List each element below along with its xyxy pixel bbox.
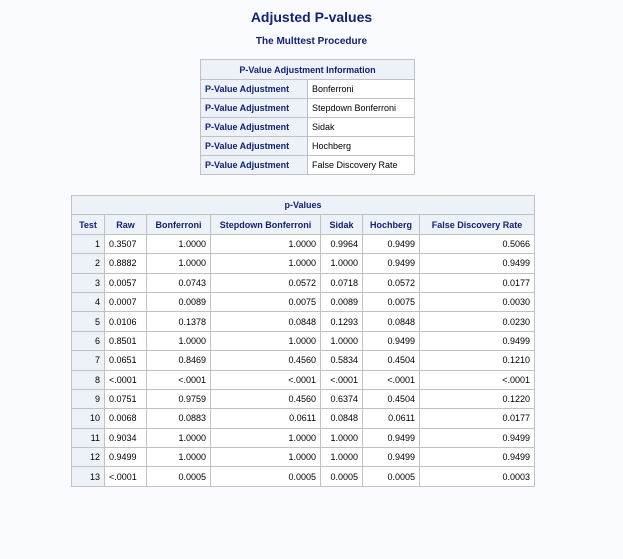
cell-stepdown-bonferroni: 1.0000 bbox=[211, 331, 321, 350]
column-header-test: Test bbox=[72, 215, 105, 234]
cell-hochberg: 0.9499 bbox=[363, 331, 420, 350]
row-value: False Discovery Rate bbox=[308, 156, 415, 175]
cell-false-discovery-rate: 0.0030 bbox=[420, 292, 535, 311]
cell-test: 5 bbox=[72, 312, 105, 331]
cell-raw: 0.3507 bbox=[105, 234, 147, 253]
cell-raw: 0.0007 bbox=[105, 292, 147, 311]
cell-hochberg: 0.0611 bbox=[363, 409, 420, 428]
page-title: Adjusted P-values bbox=[250, 9, 373, 25]
table-row bbox=[201, 80, 415, 99]
cell-hochberg: 0.0848 bbox=[363, 312, 420, 331]
column-header-sidak: Sidak bbox=[321, 215, 363, 234]
table-row bbox=[72, 234, 535, 253]
table-row bbox=[72, 273, 535, 292]
row-label: P-Value Adjustment bbox=[201, 137, 308, 156]
cell-raw: 0.9499 bbox=[105, 448, 147, 467]
cell-test: 13 bbox=[72, 467, 105, 486]
row-value: Bonferroni bbox=[308, 80, 415, 99]
cell-bonferroni: 1.0000 bbox=[147, 448, 211, 467]
cell-bonferroni: 0.0743 bbox=[147, 273, 211, 292]
row-label: P-Value Adjustment bbox=[201, 99, 308, 118]
cell-test: 12 bbox=[72, 448, 105, 467]
cell-sidak: 0.0848 bbox=[321, 409, 363, 428]
cell-bonferroni: 1.0000 bbox=[147, 331, 211, 350]
cell-hochberg: 0.9499 bbox=[363, 254, 420, 273]
column-header-false-discovery-rate: False Discovery Rate bbox=[420, 215, 535, 234]
page-subtitle: The Multtest Procedure bbox=[255, 36, 368, 47]
pvalues-body bbox=[72, 234, 535, 486]
cell-hochberg: 0.0075 bbox=[363, 292, 420, 311]
cell-hochberg: <.0001 bbox=[363, 370, 420, 389]
row-value: Stepdown Bonferroni bbox=[308, 99, 415, 118]
cell-test: 3 bbox=[72, 273, 105, 292]
cell-hochberg: 0.9499 bbox=[363, 448, 420, 467]
cell-false-discovery-rate: 0.1210 bbox=[420, 351, 535, 370]
cell-bonferroni: 1.0000 bbox=[147, 254, 211, 273]
row-label: P-Value Adjustment bbox=[201, 118, 308, 137]
cell-hochberg: 0.4504 bbox=[363, 351, 420, 370]
cell-hochberg: 0.9499 bbox=[363, 234, 420, 253]
table-row bbox=[72, 370, 535, 389]
cell-bonferroni: 1.0000 bbox=[147, 234, 211, 253]
cell-false-discovery-rate: 0.9499 bbox=[420, 331, 535, 350]
cell-sidak: 0.5834 bbox=[321, 351, 363, 370]
cell-raw: 0.8501 bbox=[105, 331, 147, 350]
row-label: P-Value Adjustment bbox=[201, 156, 308, 175]
cell-hochberg: 0.9499 bbox=[363, 428, 420, 447]
cell-sidak: 1.0000 bbox=[321, 254, 363, 273]
cell-raw: <.0001 bbox=[105, 467, 147, 486]
table-row bbox=[72, 351, 535, 370]
cell-raw: <.0001 bbox=[105, 370, 147, 389]
table-row bbox=[72, 254, 535, 273]
cell-bonferroni: <.0001 bbox=[147, 370, 211, 389]
cell-stepdown-bonferroni: <.0001 bbox=[211, 370, 321, 389]
cell-bonferroni: 0.9759 bbox=[147, 389, 211, 408]
cell-stepdown-bonferroni: 1.0000 bbox=[211, 234, 321, 253]
cell-bonferroni: 1.0000 bbox=[147, 428, 211, 447]
cell-hochberg: 0.4504 bbox=[363, 389, 420, 408]
column-header-raw: Raw bbox=[105, 215, 147, 234]
table-row bbox=[72, 312, 535, 331]
cell-sidak: 0.0089 bbox=[321, 292, 363, 311]
table-row bbox=[72, 331, 535, 350]
cell-sidak: 0.1293 bbox=[321, 312, 363, 331]
cell-stepdown-bonferroni: 1.0000 bbox=[211, 448, 321, 467]
cell-sidak: 1.0000 bbox=[321, 331, 363, 350]
table-row bbox=[72, 428, 535, 447]
cell-bonferroni: 0.8469 bbox=[147, 351, 211, 370]
cell-false-discovery-rate: 0.9499 bbox=[420, 448, 535, 467]
column-header-hochberg: Hochberg bbox=[363, 215, 420, 234]
cell-hochberg: 0.0572 bbox=[363, 273, 420, 292]
cell-bonferroni: 0.0089 bbox=[147, 292, 211, 311]
cell-raw: 0.0057 bbox=[105, 273, 147, 292]
table-row bbox=[72, 389, 535, 408]
table-row bbox=[72, 292, 535, 311]
cell-raw: 0.0106 bbox=[105, 312, 147, 331]
cell-false-discovery-rate: 0.0177 bbox=[420, 409, 535, 428]
pvalues-table bbox=[71, 195, 535, 487]
cell-test: 11 bbox=[72, 428, 105, 447]
cell-false-discovery-rate: 0.9499 bbox=[420, 254, 535, 273]
cell-stepdown-bonferroni: 0.0848 bbox=[211, 312, 321, 331]
row-value: Sidak bbox=[308, 118, 415, 137]
cell-stepdown-bonferroni: 0.4560 bbox=[211, 389, 321, 408]
cell-raw: 0.0751 bbox=[105, 389, 147, 408]
column-header-stepdown-bonferroni: Stepdown Bonferroni bbox=[211, 215, 321, 234]
cell-test: 6 bbox=[72, 331, 105, 350]
cell-false-discovery-rate: 0.0230 bbox=[420, 312, 535, 331]
cell-false-discovery-rate: 0.9499 bbox=[420, 428, 535, 447]
cell-hochberg: 0.0005 bbox=[363, 467, 420, 486]
table-row bbox=[201, 118, 415, 137]
table-row bbox=[201, 99, 415, 118]
pvalues-caption: p-Values bbox=[72, 196, 535, 215]
table-row bbox=[72, 409, 535, 428]
table-row bbox=[201, 156, 415, 175]
column-header-bonferroni: Bonferroni bbox=[147, 215, 211, 234]
cell-raw: 0.0651 bbox=[105, 351, 147, 370]
cell-sidak: 1.0000 bbox=[321, 448, 363, 467]
cell-false-discovery-rate: 0.0003 bbox=[420, 467, 535, 486]
cell-test: 1 bbox=[72, 234, 105, 253]
row-value: Hochberg bbox=[308, 137, 415, 156]
cell-stepdown-bonferroni: 1.0000 bbox=[211, 254, 321, 273]
cell-test: 9 bbox=[72, 389, 105, 408]
cell-test: 7 bbox=[72, 351, 105, 370]
adjustment-info-caption: P-Value Adjustment Information bbox=[201, 60, 415, 80]
cell-test: 8 bbox=[72, 370, 105, 389]
cell-stepdown-bonferroni: 0.0075 bbox=[211, 292, 321, 311]
cell-stepdown-bonferroni: 0.0611 bbox=[211, 409, 321, 428]
cell-sidak: 1.0000 bbox=[321, 428, 363, 447]
cell-test: 10 bbox=[72, 409, 105, 428]
table-row bbox=[72, 467, 535, 486]
cell-false-discovery-rate: 0.5066 bbox=[420, 234, 535, 253]
cell-false-discovery-rate: <.0001 bbox=[420, 370, 535, 389]
adjustment-info-table bbox=[200, 59, 415, 175]
cell-bonferroni: 0.0005 bbox=[147, 467, 211, 486]
cell-stepdown-bonferroni: 0.0005 bbox=[211, 467, 321, 486]
cell-stepdown-bonferroni: 0.0572 bbox=[211, 273, 321, 292]
cell-raw: 0.8882 bbox=[105, 254, 147, 273]
cell-stepdown-bonferroni: 0.4560 bbox=[211, 351, 321, 370]
cell-bonferroni: 0.0883 bbox=[147, 409, 211, 428]
cell-sidak: 0.0005 bbox=[321, 467, 363, 486]
cell-stepdown-bonferroni: 1.0000 bbox=[211, 428, 321, 447]
cell-raw: 0.9034 bbox=[105, 428, 147, 447]
cell-sidak: 0.0718 bbox=[321, 273, 363, 292]
cell-test: 4 bbox=[72, 292, 105, 311]
cell-sidak: 0.9964 bbox=[321, 234, 363, 253]
table-row bbox=[72, 448, 535, 467]
cell-false-discovery-rate: 0.1220 bbox=[420, 389, 535, 408]
table-row bbox=[201, 137, 415, 156]
cell-bonferroni: 0.1378 bbox=[147, 312, 211, 331]
cell-sidak: <.0001 bbox=[321, 370, 363, 389]
cell-false-discovery-rate: 0.0177 bbox=[420, 273, 535, 292]
cell-raw: 0.0068 bbox=[105, 409, 147, 428]
cell-sidak: 0.6374 bbox=[321, 389, 363, 408]
cell-test: 2 bbox=[72, 254, 105, 273]
row-label: P-Value Adjustment bbox=[201, 80, 308, 99]
